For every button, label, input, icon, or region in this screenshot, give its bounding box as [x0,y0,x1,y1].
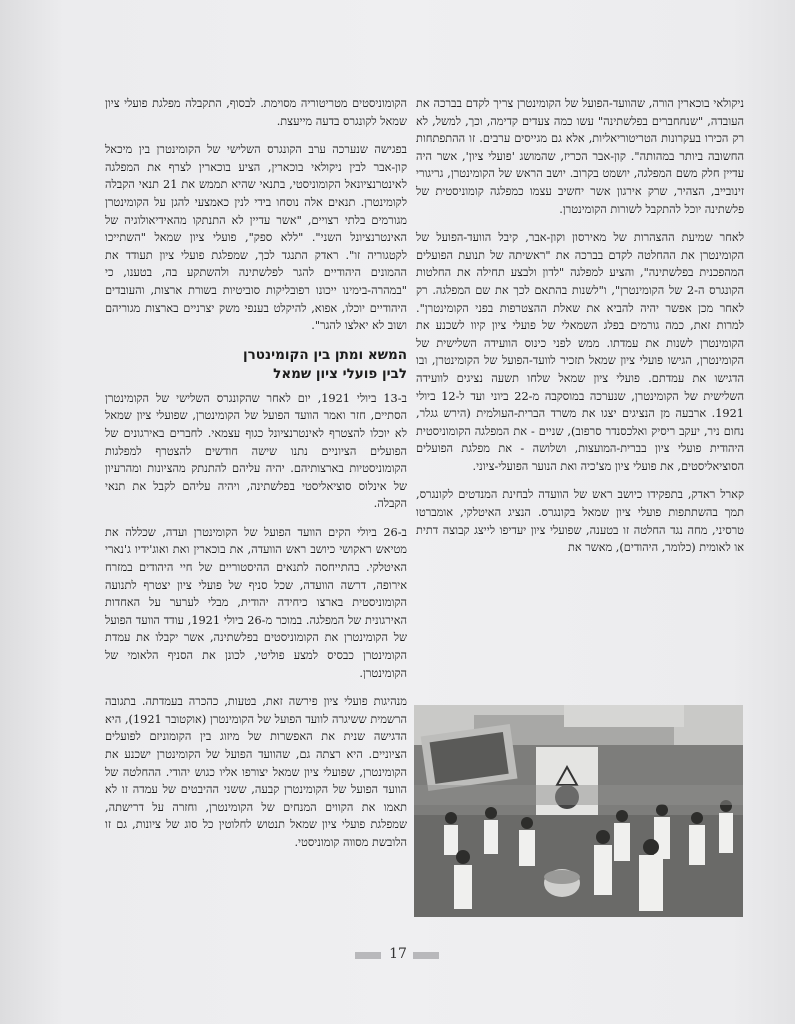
right-paragraph-3: קארל ראדק, בתפקידו כיושב ראש של הוועדה לבחינת המנדטים לקונגרס, תמך בהשתתפות פועלי ציון שמאל בקונגרס. הנציג האיטלקי, אומברטו טרסיני, מחה נגד החלטה זו בטענה, שפועלי ציון יעדיפו לייצג קבוצה דתית או לאומית (כלומר, היהודים), מאשר את [416,488,744,555]
historical-photo [414,705,743,917]
left-paragraph-5: מנהיגות פועלי ציון פירשה זאת, בטעות, כהכרה בעמדתה. בתגובה הרשמית ששיגרה לוועד הפועל של הקומינטרן (אוקטובר 1921), היא הדגישה שנית את האפשרות של מיזוג בין הקומוניזם לפועלים הציוניים. היא רצתה גם, שהוועד הפועל של הקומינטרן ישכנע את הקומינטרן, שפועלי ציון שמאל יצורפו אליו כגוש יהודי. ההחלטה של הוועד הפועל של הקומינטרן קבעה, ששני ההיבטים של עמדה זו לא תאמו את הקווים המנחים של הקומינטרן, וחזרה על דרישתה, שמפלגת פועלי ציון שמאל תנטוש לחלוטין כל סוג של ציונות, גם זו הלובשת מסווה קומוניסטי. [105,695,407,849]
section-heading-line-2: לבין פועלי ציון שמאל [273,365,407,382]
left-paragraph-3: ב-13 ביולי 1921, יום לאחר שהקונגרס השלישי של הקומינטרן הסתיים, חזר ואמר הוועד הפועל של הקומינטרן, שפועלי ציון שמאל לא יוכלו להצטרף לאינטרנציונל כגוף עצמאי. לחברים באירגונים של הפועלים הציוניים נתנו שישה חודשים להצטרף למפלגות הקומוניסטיות בארצותיהם. יהיה עליהם להתנתק מהציונות ומהרעיון של אינלוס סוציאליסטי בפלשתינה, ויהיה עליהם לקבל את תנאי הקבלה. [105,391,407,511]
right-paragraph-1: ניקולאי בוכארין הורה, שהוועד-הפועל של הקומינטרן צריך לקדם בברכה את העובדה, "שנחחברים בפלשתינה" עשו כמה צעדים קדימה, וכך, למשל, לא רק הכירו בעקרונות הטריטוריאליות, אלא גם מגייסים ערבים. זו ההתפתחות החשובה ביותר במהותה". קון-אבר הכריז, שהמושג 'פועלי ציון', אשר היה עדיין חלק משם המפלגה, יושמט בקרוב. יושב הראש של הקומינטרן, גריגורי זינובייב, הצהיר, שרק אירגון אשר יחשיב עצמו כמפלגה קומוניסטית של פלשתינה יוכל להתקבל לשורות הקומינטרן. [416,97,744,216]
left-text-column [105,95,407,863]
left-paragraph-2: בפגישה שנערכה ערב הקונגרס השלישי של הקומינטרן בין מיכאל קון-אבר לבין ניקולאי בוכארין, הציע בוכארין לצרף את המפלגה לאינטרנציונאל הקומוניסטי, בתנאי שהיא תממש את 21 תנאי הקבלה לקומינטרן. תנאים אלה נוסחו בידי לנין כאמצעי להגן על הקומינטרן מגורמים בלתי רצויים, "אשר עדיין לא התנתקו מהאידיאולוגיה של האינטרנציונל השני". "ללא ספק", פועלי ציון שמאל "השתייכו לקטגוריה זו". ראדק התנגד לכך, שמפלגת פועלי ציון תעודד את ההמונים היהודיים להגר לפלשתינה ולהשתקע בה, בטענו, כי "במהרה-בימינו ייכונו רפובליקות סוביטיות בשורת ארצות, והעובדים היהודיים יוכלו, אפוא, להיקלט בענפי משק יצרניים בארצות מגוריהם ושוב לא יאלצו להגר". [105,143,407,333]
section-heading-line-1: המשא ומתן בין הקומינטרן [243,346,407,363]
page-number: 17 [389,946,407,962]
photo-illustration [414,705,743,917]
footer-bar-left [355,952,381,959]
section-heading [105,346,407,384]
footer-bar-right [413,952,439,959]
page-footer [0,944,795,968]
left-paragraph-1: הקומוניסטים מטריטוריה מסוימת. לבסוף, התקבלה מפלגת פועלי ציון שמאל לקונגרס בדעה מייעצת. [105,97,407,128]
right-paragraph-2: לאחר שמיעת ההצהרות של מאירסון וקון-אבר, קיבל הוועד-הפועל של הקומינטרן את ההחלטה לקדם בברכה את "ראשיתה של תנועת הפועלים המהפכנית בפלשתינה", והציע למפלגה "לדון ולבצע תחילה את החלטות הקונגרס ה-2 של הקומינטרן", ו"לשנות בהתאם לכך את שם המפלגה. רק לאחר מכן אפשר יהיה להביא את שאלת ההצטרפות בפני הקומינטרן". למרות זאת, כמה גורמים בפלג השמאלי של פועלי ציון קיוו לשכנע את הקומינטרן לשנות את עמדתו. ממש לפני כינוס הוועידה השלישית של הקומינטרן, הגישו פועלי ציון שמאל תזכיר לוועד-הפועל של הקומינטרן, ובו הדגישו את עמדתם. פועלי ציון שמאל שלחו תשעה נציגים לוועידה השלישית של הקומינטרן, שנערכה במוסקבה מ-22 ביוני ועד ל-12 ביולי 1921. ארבעה מן הנציגים יצגו את משרד הברית-העולמית (הירש גגלר, נחום ניר, יעקב ריסיק ואלכסנדר סרפוב), שניים - את המפלגה הקומוניסטית היהודית פועלי ציון בברית-המועצות, ושלושה - את מפלגת הפועלים הסוציאליסטים, את פועלי ציון מצ'כיה ואת הנוער הפועלי-ציוני. [416,231,744,473]
right-text-column [416,95,744,568]
left-paragraph-4: ב-26 ביולי הקים הוועד הפועל של הקומינטרן ועדה, שכללה את מטיאש ראקושי כיושב ראש הוועדה, את בוכארין ואת ואוג'ידיו ג'נארי האיטלקי. בהתייחסה לתנאים ההיסטוריים של חיי היהודים במזרח אירופה, דרשה הוועדה, שכל סניף של פועלי ציון יצטרף לתנועה הקומוניסטית בארצו כיחידה יהודית, מבלי לערער על האחדות האירגונית של המפלגה. במוכר מ-26 ביולי 1921, עודד הוועד הפועל של הקומינטרן את הקומוניסטים בפלשתינה, אשר יקבלו את עמדת הקומינטרן כבסיס למצע פוליטי, לכונן את הסניף הלאומי של הקומינטרן. [105,525,407,680]
